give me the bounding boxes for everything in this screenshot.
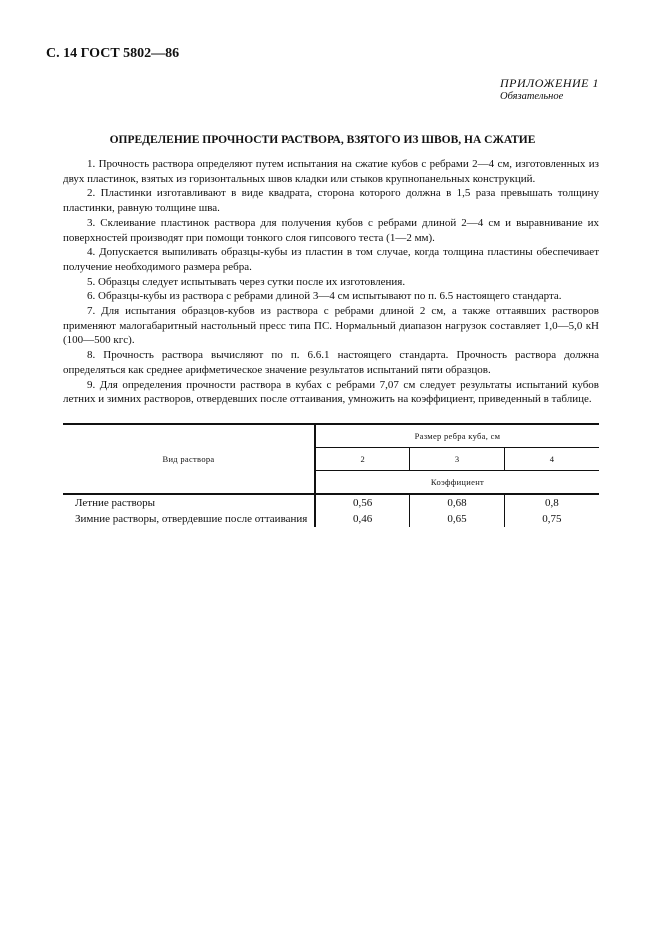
row-label-summer: Летние растворы <box>63 494 315 511</box>
header-size-4: 4 <box>504 447 599 470</box>
appendix-status: Обязательное <box>500 91 564 102</box>
paragraph-5: 5. Образцы следует испытывать через сутки после их изготовления. <box>87 275 406 288</box>
cell-value: 0,46 <box>352 512 373 525</box>
paragraph-9: 9. Для определения прочности раствора в кубах с ребрами 7,07 см следует результаты испытаний кубов летних и зимних растворов, отвердевших после оттаивания, умножить на коэффициент, приведенный в таблице. <box>63 378 599 406</box>
page-header: С. 14 ГОСТ 5802—86 <box>46 46 180 61</box>
header-mortar-type: Вид раствора <box>63 424 315 494</box>
paragraph-7: 7. Для испытания образцов-кубов из раствора с ребрами длиной 2 см, а также оттаявших растворов применяют малогабаритный настольный пресс типа ПС. Нормальный диапазон нагрузок составляет 1,0—5,0 кН (100—500 кгс). <box>63 305 599 347</box>
content <box>63 157 599 527</box>
cell-value: 0,56 <box>352 496 373 509</box>
header-size-2: 2 <box>315 447 410 470</box>
header-size-3: 3 <box>410 447 505 470</box>
header-coefficient: Коэффициент <box>315 470 599 494</box>
table-header-row <box>63 424 599 448</box>
appendix-block <box>46 76 599 103</box>
paragraph-3: 3. Склеивание пластинок раствора для получения кубов с ребрами длиной 2—4 см и выравнивание их поверхностей производят при помощи тонкого слоя гипсового теста (1—2 мм). <box>63 216 599 244</box>
paragraph-6: 6. Образцы-кубы из раствора с ребрами длиной 3—4 см испытывают по п. 6.5 настоящего стандарта. <box>87 290 562 303</box>
paragraph-8: 8. Прочность раствора вычисляют по п. 6.6.1 настоящего стандарта. Прочность раствора должна определяться как среднее арифметическое значение результатов испытаний пяти образцов. <box>63 349 599 376</box>
table-row <box>63 494 599 511</box>
row-label-winter: Зимние растворы, отвердевшие после оттаивания <box>63 511 315 527</box>
appendix-label <box>500 76 599 103</box>
body-text <box>63 157 599 407</box>
section-title: ОПРЕДЕЛЕНИЕ ПРОЧНОСТИ РАСТВОРА, ВЗЯТОГО ИЗ ШВОВ, НА СЖАТИЕ <box>109 134 536 146</box>
cell-value: 0,68 <box>410 494 505 511</box>
paragraph-1: 1. Прочность раствора определяют путем испытания на сжатие кубов с ребрами 2—4 см, изготовленных из двух пластинок, взятых из горизонтальных швов кладки или стыков крупнопанельных конструкций. <box>63 158 599 185</box>
cell-value: 0,65 <box>410 511 505 527</box>
appendix-number: ПРИЛОЖЕНИЕ 1 <box>500 76 599 90</box>
paragraph-4: 4. Допускается выпиливать образцы-кубы из пластин в том случае, когда толщина пластины обеспечивает получение необходимого размера ребра. <box>63 246 599 273</box>
table-row <box>63 511 599 527</box>
header-cube-size: Размер ребра куба, см <box>315 424 599 448</box>
coefficient-table <box>63 423 599 527</box>
paragraph-2: 2. Пластинки изготавливают в виде квадрата, сторона которого должна в 1,5 раза превышать толщину пластинки, равную толщине шва. <box>63 187 599 215</box>
cell-value: 0,8 <box>504 494 599 511</box>
cell-value: 0,75 <box>504 511 599 527</box>
